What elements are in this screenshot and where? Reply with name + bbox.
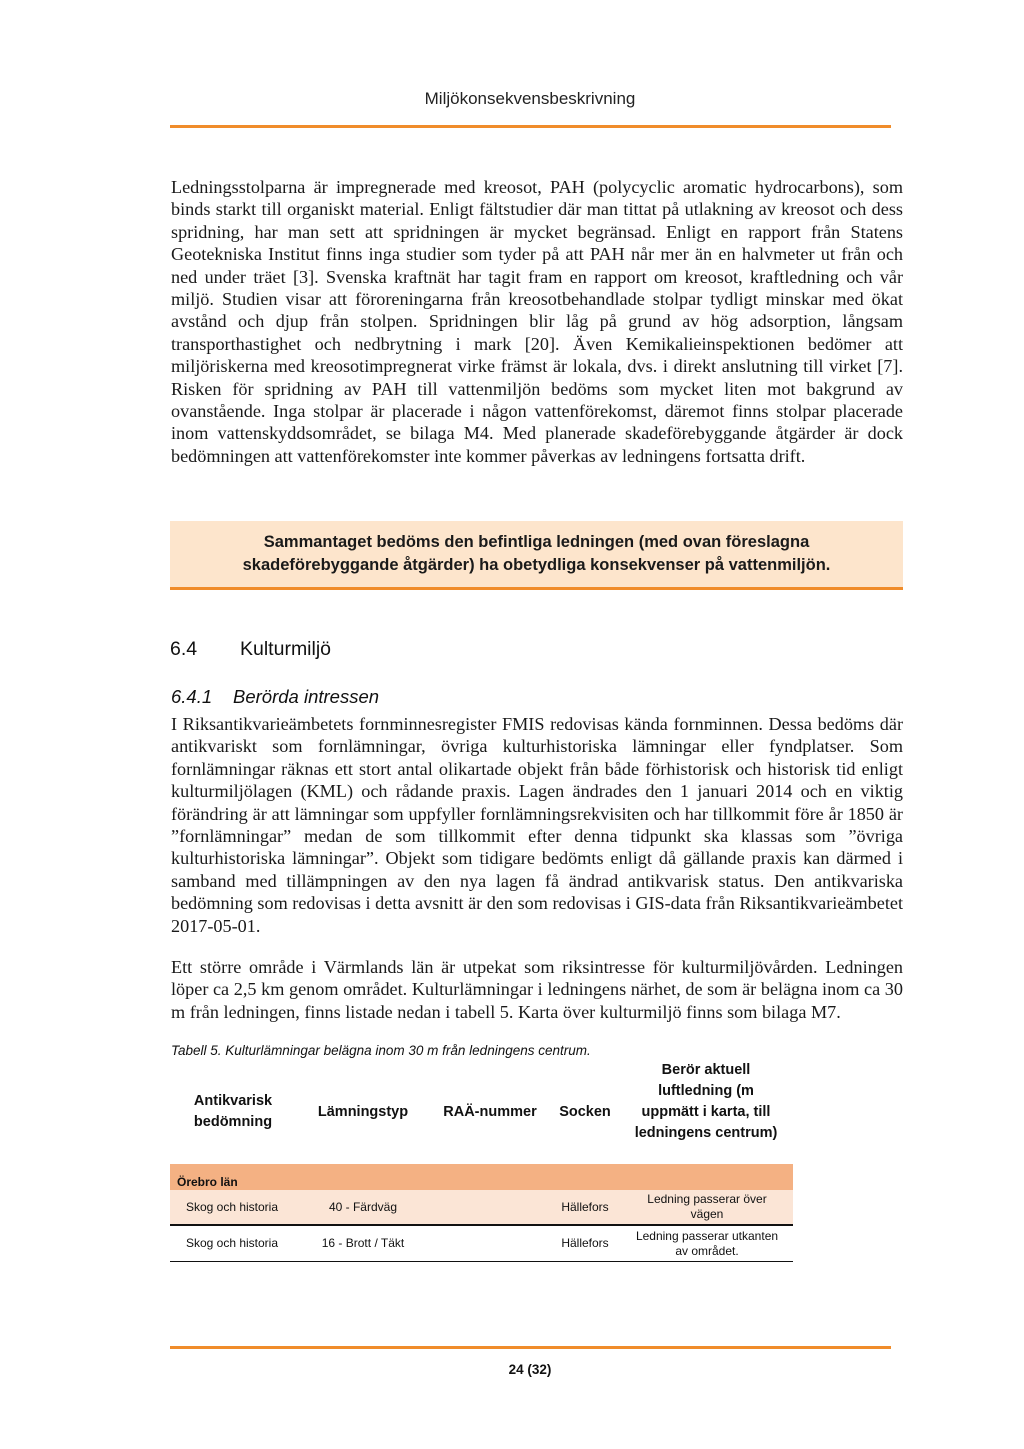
cell-beror: Ledning passerar utkanten av området. [635, 1228, 779, 1258]
cell-socken: Hällefors [561, 1199, 609, 1214]
section-number: 6.4 [170, 638, 198, 660]
cell-raa-nummer [432, 1226, 548, 1261]
running-header: Miljökonsekvensbeskrivning [424, 89, 636, 108]
conclusion-callout [170, 521, 903, 590]
cell-bedomning: Skog och historia [185, 1199, 279, 1214]
subsection-number: 6.4.1 [171, 686, 213, 707]
cell-lamningstyp: 16 - Brott / Täkt [321, 1236, 405, 1250]
page-number: 24 (32) [508, 1362, 552, 1377]
body-paragraph-kreosot: Ledningsstolparna är impregnerade med kreosot, PAH (polycyclic aromatic hydrocarbons), som binds starkt till organiskt material. Enligt fältstudier där man tittat på utlakning av kreosot och dess spridning, har man sett att spridningen är mycket begränsad. Enligt en rapport från Statens Geotekniska Institut finns inga studier som tyder på att PAH når mer än en halvmeter ut från och ned under träet [3]. Svenska kraftnät har tagit fram en rapport om kreosot, kraftledning och vår miljö. Studien visar att föroreningarna från kreosotbehandlade stolpar tydligt minskar med ökat avstånd och djup från stolpen. Spridningen blir låg på grund av hög adsorption, långsam transporthastighet och nedbrytning i mark [20]. Även Kemikalieinspektionen bedömer att miljöriskerna med kreosotimpregnerat virke främst är lokala, dvs. i direkt anslutning till virket [7]. Risken för spridning av PAH till vattenmiljön bedöms som mycket liten mot bakgrund av ovanstående. Inga stolpar är placerade i någon vattenförekomst, däremot finns stolpar placerade inom vattenskyddsområdet, se bilaga M4. Med planerade skadeförebyggande åtgärder är dock bedömningen att vattenförekomster inte kommer påverkas av ledningens fortsatta drift. [171, 177, 903, 466]
body-paragraph-fmis: I Riksantikvarieämbetets fornminnesregister FMIS redovisas kända fornminnen. Dessa bedöms där antikvariskt som fornlämningar, övriga kulturhistoriska lämningar eller fyndplatser. Som fornlämningar räknas ett stort antal olikartade objekt från både förhistorisk och historisk tid enligt kulturmiljölagen (KML) och rådande praxis. Lagen ändrades den 1 januari 2014 och en viktig förändring är att lämningar som uppfyller fornlämningsrekvisiten och har tillkommit före år 1850 är ”fornlämningar” medan de som tillkommit efter denna tidpunkt ska klassas som ”övriga kulturhistoriska lämningar”. Objekt som tidigare bedömts enligt då gällande praxis kan därmed i samband med tillämpningen av den nya lagen få ändrad antikvarisk status. Den antikvariska bedömning som redovisas i detta avsnitt är den som redovisas i GIS-data från Riksantikvarieämbetet 2017-05-01. [171, 714, 903, 936]
footer-rule [170, 1346, 891, 1349]
table-row [170, 1190, 793, 1226]
body-paragraph-varmland: Ett större område i Värmlands län är utpekat som riksintresse för kulturmiljövården. Ledningen löper ca 2,5 km genom området. Kulturlämningar i ledningens närhet, de som är belägna inom ca 30 m från ledningen, finns listade nedan i tabell 5. Karta över kulturmiljö finns som bilaga M7. [171, 957, 903, 1022]
cell-bedomning: Skog och historia [185, 1236, 279, 1250]
table-caption: Tabell 5. Kulturlämningar belägna inom 30 m från ledningens centrum. [171, 1043, 591, 1058]
section-title: Kulturmiljö [240, 638, 332, 660]
column-header-raa-nummer: RAÄ-nummer [443, 1104, 537, 1120]
header-rule [170, 125, 891, 128]
table-row [170, 1226, 793, 1262]
subsection-title: Berörda intressen [233, 686, 380, 707]
column-header-bedomning: Antikvarisk bedömning [193, 1093, 273, 1130]
column-header-beror-luftledning: Berör aktuell luftledning (m uppmätt i karta, till ledningens centrum) [634, 1062, 778, 1141]
column-header-socken: Socken [559, 1104, 611, 1120]
cell-socken: Hällefors [561, 1236, 609, 1250]
table-header [170, 1060, 793, 1164]
cell-lamningstyp: 40 - Färdväg [328, 1199, 398, 1214]
table-group-row: Örebro län [170, 1164, 793, 1190]
column-header-lamningstyp: Lämningstyp [317, 1104, 409, 1120]
callout-text: Sammantaget bedöms den befintliga ledningen (med ovan föreslagna skadeförebyggande åtgärder) ha obetydliga konsekvenser på vattenmiljön. [242, 533, 831, 574]
cell-raa-nummer [432, 1190, 548, 1224]
cell-beror: Ledning passerar över vägen [647, 1192, 767, 1221]
kulturlamningar-table [170, 1060, 793, 1262]
